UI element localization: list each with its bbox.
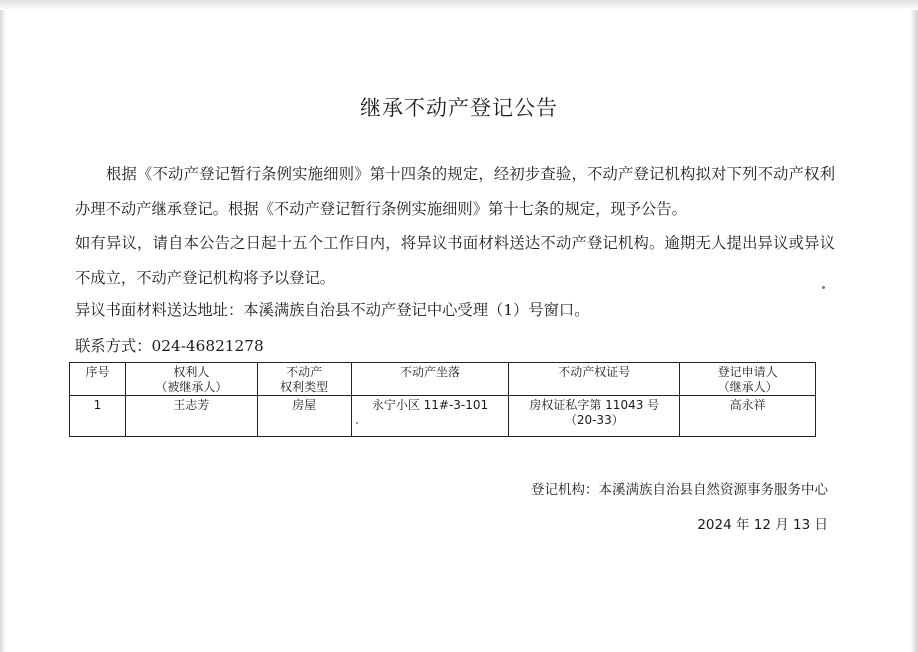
- cell-right-type: 房屋: [257, 396, 351, 437]
- header-location: 不动产坐落: [351, 363, 509, 396]
- header-cert: 不动产权证号: [509, 363, 680, 396]
- header-index: 序号: [70, 363, 126, 396]
- cell-applicant: 高永祥: [680, 396, 816, 437]
- cell-owner: 王志芳: [125, 396, 257, 437]
- cell-location: 永宁小区 11#-3-101: [351, 396, 509, 437]
- notice-date: 2024 年 12 月 13 日: [697, 517, 828, 533]
- registration-authority: 登记机构：本溪满族自治县自然资源事务服务中心: [531, 482, 828, 498]
- notice-body: [75, 157, 835, 295]
- contact-label: 联系方式：: [75, 337, 152, 355]
- header-applicant: 登记申请人 （继承人）: [680, 363, 816, 396]
- contact-line: [75, 334, 264, 356]
- document-title: 继承不动产登记公告: [360, 96, 558, 120]
- table-header-row: [70, 363, 816, 396]
- contact-phone: 024-46821278: [151, 337, 264, 355]
- notice-paragraph-2: 如有异议，请自本公告之日起十五个工作日内，将异议书面材料送达不动产登记机构。逾期无人提出异议或异议不成立，不动产登记机构将予以登记。: [75, 234, 835, 287]
- header-owner: 权利人 （被继承人）: [125, 363, 257, 396]
- table-row: [70, 396, 816, 437]
- cell-cert: 房权证私字第 11043 号 （20-33）: [509, 396, 680, 437]
- scan-speck: [822, 286, 825, 289]
- cell-index: 1: [70, 396, 126, 437]
- records-table: [69, 362, 816, 437]
- scan-speck: [356, 422, 358, 424]
- notice-paragraph-1: 根据《不动产登记暂行条例实施细则》第十四条的规定，经初步查验，不动产登记机构拟对下列不动产权利办理不动产继承登记。根据《不动产登记暂行条例实施细则》第十七条的规定，现予公告。: [75, 165, 835, 218]
- objection-address: 异议书面材料送达地址：本溪满族自治县不动产登记中心受理（1）号窗口。: [75, 301, 590, 319]
- scan-edge-top: [0, 0, 918, 10]
- header-right-type: 不动产 权利类型: [257, 363, 351, 396]
